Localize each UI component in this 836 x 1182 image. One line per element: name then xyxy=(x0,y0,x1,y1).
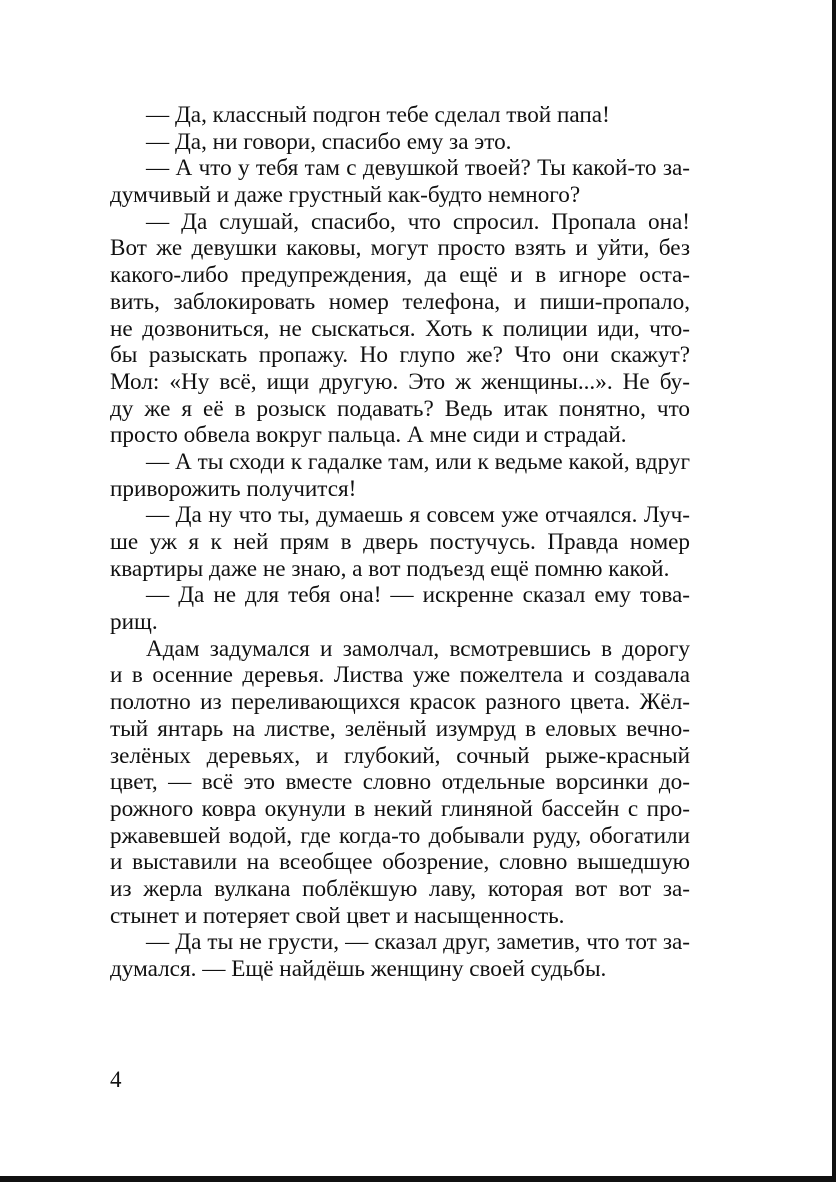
text-line: Мол: «Ну всё, ищи другую. Это ж женщины...». Не бу- xyxy=(110,368,690,395)
text-line: полотно из переливающихся красок разного цвета. Жёл- xyxy=(110,689,690,716)
text-line: — А ты сходи к гадалке там, или к ведьме какой, вдруг xyxy=(146,448,690,475)
text-line: стынет и потеряет свой цвет и насыщенность. xyxy=(110,902,565,929)
text-line: и выставили на всеобщее обозрение, словно вышедшую xyxy=(110,849,690,876)
page-number: 4 xyxy=(110,1067,122,1092)
text-line: Вот же девушки каковы, могут просто взять и уйти, без xyxy=(110,235,690,262)
text-line: Адам задумался и замолчал, всмотревшись в дорогу xyxy=(146,635,690,662)
text-line: и в осенние деревья. Листва уже пожелтела и создавала xyxy=(110,662,690,689)
text-line: рожного ковра окунули в некий глиняной бассейн с про- xyxy=(110,795,690,822)
text-line: приворожить получится! xyxy=(110,475,357,502)
text-line: — Да ну что ты, думаешь я совсем уже отчаялся. Луч- xyxy=(146,502,690,529)
text-line: ду же я её в розыск подавать? Ведь итак понятно, что xyxy=(110,395,690,422)
text-line: из жерла вулкана поблёкшую лаву, которая вот вот за- xyxy=(110,875,690,902)
text-line: бы разыскать пропажу. Но глупо же? Что они скажут? xyxy=(110,342,690,369)
text-line: зелёных деревьях, и глубокий, сочный рыже-красный xyxy=(110,742,690,769)
text-line: — А что у тебя там с девушкой твоей? Ты какой-то за- xyxy=(146,155,690,182)
text-line: ржавевшей водой, где когда-то добывали руду, обогатили xyxy=(110,822,690,849)
text-line: просто обвела вокруг пальца. А мне сиди и страдай. xyxy=(110,422,627,449)
text-line: вить, заблокировать номер телефона, и пиши-пропало, xyxy=(110,288,690,315)
text-line: цвет, — всё это вместе словно отдельные ворсинки до- xyxy=(110,769,690,796)
text-line: какого-либо предупреждения, да ещё и в игноре оста- xyxy=(110,262,690,289)
text-line: думался. — Ещё найдёшь женщину своей судьбы. xyxy=(110,956,607,982)
body-text xyxy=(110,102,690,983)
text-line: — Да не для тебя она! — искренне сказал ему това- xyxy=(146,582,690,609)
text-line: не дозвониться, не сыскаться. Хоть к полиции иди, что- xyxy=(110,315,690,342)
text-line: — Да ты не грусти, — сказал друг, заметив, что тот за- xyxy=(146,929,690,956)
text-line: — Да, ни говори, спасибо ему за это. xyxy=(146,128,512,155)
text-line: тый янтарь на листве, зелёный изумруд в еловых вечно- xyxy=(110,715,690,742)
text-line: — Да, классный подгон тебе сделал твой папа! xyxy=(146,102,610,128)
text-line: — Да слушай, спасибо, что спросил. Пропала она! xyxy=(146,208,690,235)
text-line: ше уж я к ней прям в дверь постучусь. Правда номер xyxy=(110,529,690,555)
text-line: рищ. xyxy=(110,609,158,636)
text-line: квартиры даже не знаю, а вот подъезд ещё помню какой. xyxy=(110,555,670,582)
text-line: думчивый и даже грустный как-будто немного? xyxy=(110,182,581,209)
